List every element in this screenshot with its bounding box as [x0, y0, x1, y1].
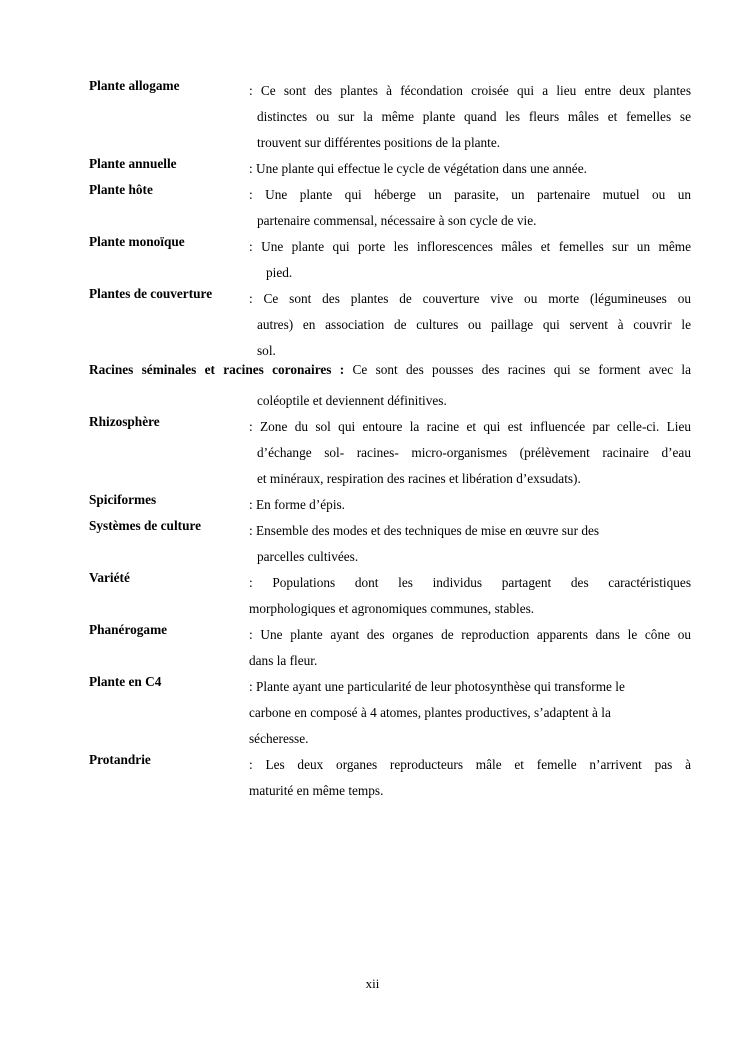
- page-number: xii: [365, 976, 380, 991]
- definition-line: coléoptile et deviennent définitives.: [257, 393, 447, 408]
- definition: [249, 414, 691, 492]
- definition-line: distinctes ou sur la même plante quand les fleurs mâles et femelles se: [257, 109, 691, 124]
- definition-line: : Ce sont des plantes de couverture vive ou morte (légumineuses ou: [249, 291, 691, 306]
- definition-line: autres) en association de cultures ou paillage qui servent à couvrir le: [257, 317, 691, 332]
- definition-line: Ce sont des pousses des racines qui se forment avec la: [352, 362, 691, 377]
- definition-line: trouvent sur différentes positions de la plante.: [257, 135, 501, 150]
- definition: [249, 234, 691, 286]
- definition-line: : Zone du sol qui entoure la racine et qui est influencée par celle-ci. Lieu: [249, 419, 691, 434]
- definition-line: : Populations dont les individus partagent des caractéristiques: [249, 575, 691, 590]
- definition-line: morphologiques et agronomiques communes, stables.: [249, 601, 535, 616]
- definition-line: : Ensemble des modes et des techniques de mise en œuvre sur des: [249, 523, 600, 538]
- term: Phanérogame: [89, 622, 168, 637]
- definition: [249, 388, 691, 414]
- definition: [249, 752, 691, 804]
- term: Systèmes de culture: [89, 518, 202, 533]
- term: Rhizosphère: [89, 414, 160, 429]
- term: Plante hôte: [89, 182, 153, 197]
- definition: [249, 674, 691, 752]
- definition-line: dans la fleur.: [249, 653, 318, 668]
- definition-line: pied.: [266, 265, 293, 280]
- term: Racines séminales et racines coronaires :: [89, 362, 345, 377]
- definition-line: : En forme d’épis.: [249, 497, 346, 512]
- definition: [249, 78, 691, 156]
- term: Plantes de couverture: [89, 286, 213, 301]
- definition-line: carbone en composé à 4 atomes, plantes productives, s’adaptent à la: [249, 705, 611, 720]
- term: Plante allogame: [89, 78, 180, 93]
- definition-line: : Les deux organes reproducteurs mâle et femelle n’arrivent pas à: [249, 757, 691, 772]
- definition-line: sécheresse.: [249, 731, 309, 746]
- definition: [249, 622, 691, 674]
- definition-line: partenaire commensal, nécessaire à son cycle de vie.: [257, 213, 537, 228]
- definition: [249, 286, 691, 364]
- term: Protandrie: [89, 752, 151, 767]
- definition-line: : Une plante ayant des organes de reproduction apparents dans le cône ou: [249, 627, 691, 642]
- definition-line: : Une plante qui héberge un parasite, un partenaire mutuel ou un: [249, 187, 691, 202]
- term: Spiciformes: [89, 492, 157, 507]
- definition-line: : Plante ayant une particularité de leur photosynthèse qui transforme le: [249, 679, 625, 694]
- term: Plante annuelle: [89, 156, 177, 171]
- definition-line: sol.: [257, 343, 276, 358]
- definition: [249, 492, 691, 518]
- definition: [249, 518, 691, 570]
- glossary-entry-racines: [89, 362, 691, 378]
- definition-line: d’échange sol- racines- micro-organismes (prélèvement racinaire d’eau: [257, 445, 691, 460]
- definition-line: : Une plante qui porte les inflorescences mâles et femelles sur un même: [249, 239, 691, 254]
- term: Plante monoïque: [89, 234, 185, 249]
- term: Variété: [89, 570, 130, 585]
- definition: [249, 156, 691, 182]
- definition-line: maturité en même temps.: [249, 783, 384, 798]
- term: Plante en C4: [89, 674, 162, 689]
- definition: [249, 570, 691, 622]
- definition-line: parcelles cultivées.: [257, 549, 359, 564]
- definition: [249, 182, 691, 234]
- definition-line: et minéraux, respiration des racines et libération d’exsudats).: [257, 471, 581, 486]
- definition-line: : Une plante qui effectue le cycle de végétation dans une année.: [249, 161, 587, 176]
- definition-line: : Ce sont des plantes à fécondation croisée qui a lieu entre deux plantes: [249, 83, 691, 98]
